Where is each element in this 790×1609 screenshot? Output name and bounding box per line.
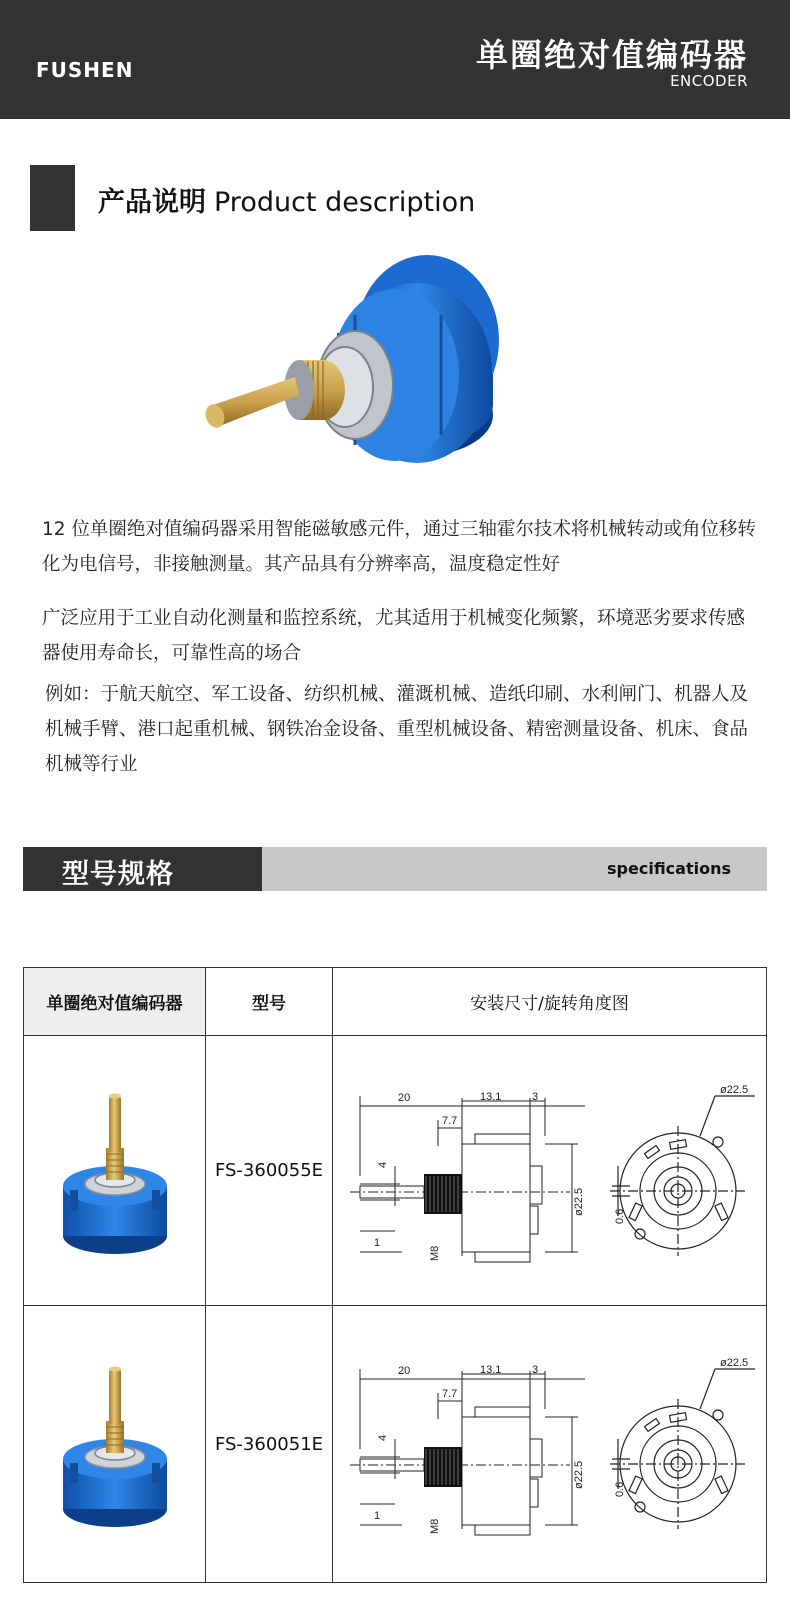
table-row-2-drawing bbox=[333, 1306, 766, 1582]
description-heading-en: Product description bbox=[214, 187, 476, 218]
description-paragraph-1: 12 位单圈绝对值编码器采用智能磁敏感元件，通过三轴霍尔技术将机械转动或角位移转化为电信号，非接触测量。其产品具有分辨率高，温度稳定性好 bbox=[42, 519, 756, 575]
svg-text:M8: M8 bbox=[428, 1245, 441, 1261]
svg-text:7.7: 7.7 bbox=[441, 1388, 457, 1400]
table-header-encoder: 单圈绝对值编码器 bbox=[24, 968, 206, 1036]
svg-text:ø22.5: ø22.5 bbox=[719, 1357, 748, 1369]
svg-text:0.6: 0.6 bbox=[613, 1208, 626, 1224]
svg-text:20: 20 bbox=[397, 1365, 410, 1377]
section-marker bbox=[30, 165, 75, 231]
table-row-1-drawing bbox=[333, 1036, 766, 1306]
brand-logo: FUSHEN bbox=[36, 58, 134, 82]
svg-text:4: 4 bbox=[376, 1434, 389, 1441]
svg-text:1: 1 bbox=[373, 1236, 380, 1249]
svg-text:13.1: 13.1 bbox=[479, 1364, 501, 1376]
specs-heading-block bbox=[23, 847, 262, 891]
specs-heading-cn: 型号规格 bbox=[62, 859, 174, 890]
svg-text:ø22.5: ø22.5 bbox=[572, 1187, 585, 1216]
page-subtitle: ENCODER bbox=[670, 72, 748, 90]
svg-text:13.1: 13.1 bbox=[479, 1090, 501, 1103]
encoder-product-image bbox=[195, 255, 515, 485]
encoder-thumbnail bbox=[60, 1086, 170, 1256]
svg-text:3: 3 bbox=[531, 1364, 538, 1376]
svg-text:3: 3 bbox=[531, 1090, 538, 1103]
table-header-model: 型号 bbox=[206, 968, 333, 1036]
page-header bbox=[0, 0, 790, 119]
svg-text:1: 1 bbox=[373, 1510, 380, 1522]
table-row-1-image bbox=[24, 1036, 206, 1306]
encoder-thumbnail bbox=[60, 1359, 170, 1529]
spec-table bbox=[23, 967, 767, 1583]
svg-text:M8: M8 bbox=[428, 1518, 441, 1534]
table-header-dimensions: 安装尺寸/旋转角度图 bbox=[333, 968, 766, 1036]
description-heading-cn: 产品说明 bbox=[98, 187, 206, 218]
svg-text:4: 4 bbox=[376, 1161, 389, 1168]
page-title: 单圈绝对值编码器 bbox=[475, 36, 748, 74]
dimension-drawing bbox=[340, 1329, 760, 1559]
description-heading bbox=[98, 180, 475, 219]
svg-text:0.6: 0.6 bbox=[613, 1481, 626, 1497]
specs-heading-bar bbox=[23, 847, 767, 891]
description-paragraph-2: 广泛应用于工业自动化测量和监控系统，尤其适用于机械变化频繁，环境恶劣要求传感器使用寿命长，可靠性高的场合 bbox=[42, 608, 746, 664]
svg-text:ø22.5: ø22.5 bbox=[719, 1083, 748, 1096]
svg-text:7.7: 7.7 bbox=[441, 1114, 457, 1127]
table-row-2-image bbox=[24, 1306, 206, 1582]
svg-text:ø22.5: ø22.5 bbox=[572, 1460, 585, 1489]
dimension-drawing bbox=[340, 1056, 760, 1286]
description-paragraph-3: 例如：于航天航空、军工设备、纺织机械、灌溉机械、造纸印刷、水利闸门、机器人及机械手臂、港口起重机械、钢铁冶金设备、重型机械设备、精密测量设备、机床、食品机械等行业 bbox=[45, 684, 749, 775]
svg-text:20: 20 bbox=[397, 1091, 410, 1104]
specs-heading-en: specifications bbox=[607, 859, 731, 878]
table-row-2-model: FS-360051E bbox=[206, 1306, 333, 1582]
table-row-1-model: FS-360055E bbox=[206, 1036, 333, 1306]
